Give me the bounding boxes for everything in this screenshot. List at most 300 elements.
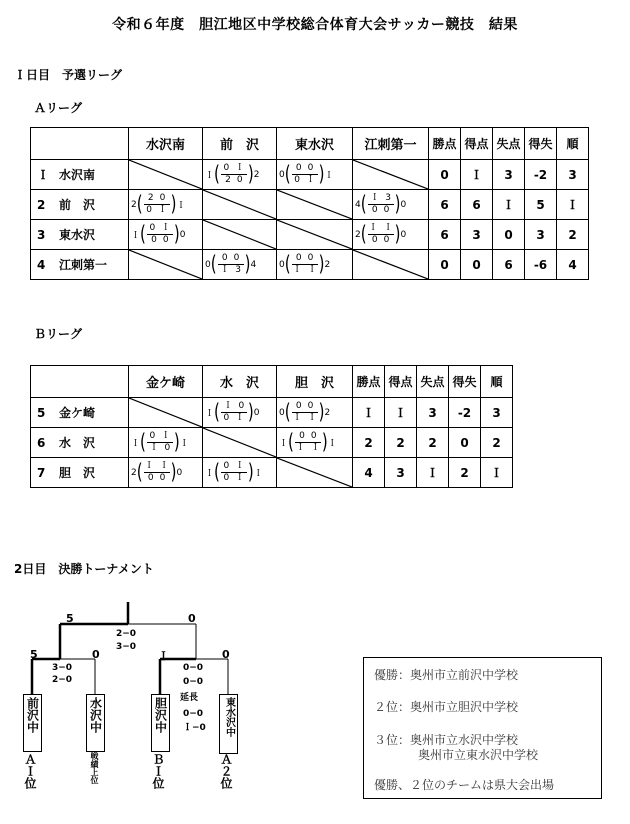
team-box-maesawa bbox=[23, 694, 42, 752]
paren-open: ( bbox=[214, 399, 220, 425]
diag-line bbox=[129, 398, 202, 427]
second-half-left: 2 bbox=[225, 175, 231, 185]
final-score-left: 5 bbox=[66, 612, 74, 625]
stat-cell: 0 bbox=[429, 250, 461, 280]
league-b-heading: Ｂリーグ bbox=[34, 327, 83, 341]
first-half-right: Ｉ bbox=[161, 223, 171, 233]
self-match-cell bbox=[277, 220, 353, 250]
second-half-left: 0 bbox=[371, 205, 378, 215]
team-name-cell bbox=[31, 458, 129, 488]
diag-line bbox=[277, 220, 352, 249]
result-third-1: ３位：奥州市立水沢中学校 bbox=[374, 733, 519, 747]
result-cell bbox=[277, 428, 353, 458]
paren-close: ) bbox=[247, 161, 254, 187]
column-header: 東水沢 bbox=[277, 128, 353, 160]
score-total-left: 4 bbox=[355, 199, 361, 210]
column-header: 順 bbox=[557, 128, 589, 160]
stat-cell: Ｉ bbox=[557, 190, 589, 220]
stat-cell: 3 bbox=[481, 398, 513, 428]
first-half-right: Ｉ bbox=[235, 163, 245, 173]
column-header: 勝点 bbox=[353, 366, 385, 398]
self-match-cell bbox=[129, 398, 203, 428]
day2-heading: 2日目 決勝トーナメント bbox=[14, 562, 154, 576]
first-half-right: 0 bbox=[307, 401, 314, 411]
score-total-left: Ｉ bbox=[205, 409, 215, 419]
first-half-right: Ｉ bbox=[235, 461, 245, 471]
half-scores bbox=[221, 462, 247, 483]
paren-open: ( bbox=[140, 221, 146, 247]
final-results-box bbox=[363, 657, 602, 799]
score-total-left: Ｉ bbox=[205, 171, 215, 181]
result-cell bbox=[277, 398, 353, 428]
score-total-right: 2 bbox=[324, 259, 331, 270]
second-half-left: 0 bbox=[223, 473, 230, 483]
second-half-left: 0 bbox=[294, 175, 300, 185]
paren-close: ) bbox=[244, 251, 251, 277]
self-match-cell bbox=[277, 458, 352, 487]
match-score bbox=[203, 399, 276, 425]
self-match-cell bbox=[129, 160, 202, 189]
match-score bbox=[277, 251, 352, 277]
team-row bbox=[31, 458, 513, 488]
league-a-table-wrap bbox=[30, 127, 589, 280]
no-match-cell bbox=[129, 250, 202, 279]
team-box-isawa bbox=[151, 694, 170, 752]
result-second: ２位：奥州市立胆沢中学校 bbox=[374, 700, 519, 714]
second-half-right: 0 bbox=[236, 175, 243, 185]
self-match-cell bbox=[203, 428, 276, 457]
stat-cell: 0 bbox=[461, 250, 493, 280]
result-cell bbox=[129, 428, 203, 458]
column-header: 得点 bbox=[461, 128, 493, 160]
day1-heading: Ｉ日目 予選リーグ bbox=[14, 68, 123, 82]
result-cell bbox=[203, 160, 277, 190]
stat-cell: 3 bbox=[493, 160, 525, 190]
stat-cell: 2 bbox=[385, 428, 417, 458]
self-match-cell bbox=[277, 220, 352, 249]
team-number: 3 bbox=[37, 228, 46, 242]
self-match-cell bbox=[203, 428, 277, 458]
stat-cell: 0 bbox=[429, 160, 461, 190]
paren-open: ( bbox=[284, 399, 291, 425]
column-header: 江刺第一 bbox=[353, 128, 429, 160]
match-score bbox=[129, 221, 202, 247]
score-total-right: 0 bbox=[176, 467, 183, 478]
second-half-right: Ｉ bbox=[305, 175, 315, 185]
score-total-right: 2 bbox=[253, 169, 260, 180]
half-scores bbox=[295, 432, 321, 453]
second-half-left: 0 bbox=[223, 413, 230, 423]
half-scores bbox=[292, 164, 318, 185]
paren-close: ) bbox=[394, 221, 401, 247]
first-half-right: Ｉ bbox=[159, 461, 169, 471]
first-half-left: Ｉ bbox=[144, 461, 154, 471]
team-number: 5 bbox=[37, 406, 46, 420]
team-name-cell bbox=[31, 190, 129, 220]
score-total-left: 0 bbox=[279, 259, 285, 270]
result-cell bbox=[129, 458, 203, 488]
column-header: 前 沢 bbox=[203, 128, 277, 160]
column-header: 勝点 bbox=[429, 128, 461, 160]
result-cell bbox=[129, 220, 203, 250]
score-total-left: 0 bbox=[205, 259, 211, 270]
paren-open: ( bbox=[360, 221, 367, 247]
paren-close: ) bbox=[318, 161, 325, 187]
paren-open: ( bbox=[288, 429, 294, 455]
team-name: 水 沢 bbox=[59, 436, 96, 450]
team-seed-maesawa: ＡＩ位 bbox=[23, 753, 37, 789]
match-score bbox=[353, 191, 428, 217]
semi2-detail-4: Ｉ−0 bbox=[183, 723, 206, 733]
team-name-cell bbox=[31, 220, 129, 250]
self-match-cell bbox=[129, 398, 202, 427]
diag-line bbox=[129, 250, 202, 279]
second-half-right: 0 bbox=[383, 235, 390, 245]
paren-open: ( bbox=[140, 429, 146, 455]
semi2-detail-et: 延長 bbox=[180, 693, 199, 703]
team-name-higashimizusawa: 東水沢中 bbox=[223, 697, 235, 737]
crossed-cell bbox=[353, 160, 429, 190]
first-half-right: 0 bbox=[310, 431, 317, 441]
half-scores bbox=[147, 224, 173, 245]
column-header: 得点 bbox=[385, 366, 417, 398]
header-row bbox=[31, 366, 513, 398]
match-score bbox=[203, 251, 276, 277]
score-total-left: Ｉ bbox=[205, 469, 215, 479]
semi1-score-left: 5 bbox=[30, 648, 38, 661]
second-half-right: 0 bbox=[383, 205, 390, 215]
match-score bbox=[203, 459, 276, 485]
second-half-right: Ｉ bbox=[307, 413, 317, 423]
diag-line bbox=[353, 250, 428, 279]
score-total-right: Ｉ bbox=[179, 439, 189, 449]
column-header: 胆 沢 bbox=[277, 366, 353, 398]
paren-open: ( bbox=[214, 459, 220, 485]
diag-line bbox=[277, 458, 352, 487]
stat-cell: -6 bbox=[525, 250, 557, 280]
stat-cell: 3 bbox=[557, 160, 589, 190]
stat-cell: 0 bbox=[493, 220, 525, 250]
paren-close: ) bbox=[321, 429, 328, 455]
half-scores bbox=[221, 164, 247, 185]
team-seed-higashimizusawa: Ａ２位 bbox=[219, 753, 233, 789]
self-match-cell bbox=[277, 458, 353, 488]
paren-open: ( bbox=[214, 161, 220, 187]
team-number: 6 bbox=[37, 436, 46, 450]
paren-close: ) bbox=[170, 191, 177, 217]
semi2-detail-2: 0−0 bbox=[183, 677, 204, 687]
match-score bbox=[129, 429, 202, 455]
team-name-maesawa: 前沢中 bbox=[25, 697, 40, 733]
stat-cell: 3 bbox=[525, 220, 557, 250]
first-half-left: 0 bbox=[295, 163, 302, 173]
paren-close: ) bbox=[247, 459, 254, 485]
column-header: 失点 bbox=[493, 128, 525, 160]
second-half-left: Ｉ bbox=[149, 443, 159, 453]
first-half-left: 0 bbox=[295, 253, 302, 263]
column-header: 金ケ崎 bbox=[129, 366, 203, 398]
paren-close: ) bbox=[170, 459, 177, 485]
match-score bbox=[129, 459, 202, 485]
score-total-right: 0 bbox=[400, 199, 407, 210]
second-half-left: Ｉ bbox=[292, 265, 302, 275]
first-half-right: 0 bbox=[233, 253, 240, 263]
team-number: 4 bbox=[37, 258, 46, 272]
paren-open: ( bbox=[210, 251, 217, 277]
team-name: 東水沢 bbox=[59, 228, 96, 242]
stat-cell: 2 bbox=[417, 428, 449, 458]
stat-cell: 3 bbox=[461, 220, 493, 250]
first-half-left: 0 bbox=[221, 253, 228, 263]
team-row bbox=[31, 250, 589, 280]
stat-cell: 3 bbox=[417, 398, 449, 428]
score-total-right: Ｉ bbox=[327, 439, 337, 449]
result-cell bbox=[277, 160, 353, 190]
stat-cell: Ｉ bbox=[461, 160, 493, 190]
result-note: 優勝、２位のチームは県大会出場 bbox=[374, 778, 555, 792]
team-name: 前 沢 bbox=[59, 198, 96, 212]
score-total-left: 0 bbox=[279, 407, 285, 418]
result-cell bbox=[353, 190, 429, 220]
second-half-right: Ｉ bbox=[235, 413, 245, 423]
second-half-right: Ｉ bbox=[307, 265, 317, 275]
score-total-right: 4 bbox=[250, 259, 257, 270]
first-half-left: 0 bbox=[149, 431, 156, 441]
final-detail-2: 3−0 bbox=[116, 642, 137, 652]
stat-cell: 4 bbox=[353, 458, 385, 488]
first-half-left: Ｉ bbox=[368, 223, 378, 233]
semi2-detail-3: 0−0 bbox=[183, 709, 204, 719]
first-half-left: Ｉ bbox=[223, 401, 233, 411]
stat-cell: 0 bbox=[449, 428, 481, 458]
diag-line bbox=[353, 160, 428, 189]
half-scores bbox=[292, 254, 318, 275]
half-scores bbox=[144, 194, 170, 215]
paren-open: ( bbox=[360, 191, 367, 217]
stat-cell: Ｉ bbox=[493, 190, 525, 220]
self-match-cell bbox=[203, 190, 276, 219]
half-scores bbox=[218, 254, 244, 275]
diag-line bbox=[203, 220, 276, 249]
score-total-left: Ｉ bbox=[131, 231, 141, 241]
team-seed-mizusawa: 戦績上位 bbox=[90, 752, 99, 784]
team-row bbox=[31, 220, 589, 250]
second-half-right: 3 bbox=[235, 265, 241, 275]
result-cell bbox=[203, 458, 277, 488]
team-row bbox=[31, 160, 589, 190]
match-score bbox=[277, 161, 352, 187]
stat-cell: Ｉ bbox=[353, 398, 385, 428]
score-total-right: Ｉ bbox=[176, 201, 186, 211]
match-score bbox=[277, 399, 352, 425]
first-half-left: 0 bbox=[223, 163, 230, 173]
stat-cell: 2 bbox=[557, 220, 589, 250]
second-half-right: Ｉ bbox=[310, 443, 320, 453]
paren-close: ) bbox=[394, 191, 401, 217]
paren-close: ) bbox=[247, 399, 254, 425]
semi2-score-right: 0 bbox=[222, 648, 230, 661]
stat-cell: Ｉ bbox=[385, 398, 417, 428]
team-number: 2 bbox=[37, 198, 46, 212]
team-seed-isawa: ＢＩ位 bbox=[151, 753, 165, 789]
diag-line bbox=[277, 190, 352, 219]
column-header: 水 沢 bbox=[203, 366, 277, 398]
semi1-detail-1: 3−0 bbox=[52, 663, 73, 673]
second-half-left: Ｉ bbox=[220, 265, 230, 275]
half-scores bbox=[147, 432, 173, 453]
match-score bbox=[277, 429, 352, 455]
second-half-left: 0 bbox=[147, 473, 154, 483]
self-match-cell bbox=[203, 190, 277, 220]
team-name: 江刺第一 bbox=[59, 258, 108, 272]
match-score bbox=[203, 161, 276, 187]
paren-close: ) bbox=[173, 221, 180, 247]
first-half-left: 0 bbox=[223, 461, 230, 471]
half-scores bbox=[368, 194, 394, 215]
stat-cell: Ｉ bbox=[417, 458, 449, 488]
final-detail-1: 2−0 bbox=[116, 629, 137, 639]
score-total-right: Ｉ bbox=[253, 469, 263, 479]
result-cell bbox=[203, 398, 277, 428]
semi2-score-left: Ｉ bbox=[158, 650, 169, 663]
first-half-right: 0 bbox=[307, 163, 314, 173]
stat-cell: -2 bbox=[449, 398, 481, 428]
paren-close: ) bbox=[318, 251, 325, 277]
stat-cell: 6 bbox=[493, 250, 525, 280]
column-header: 得失 bbox=[525, 128, 557, 160]
semi1-detail-2: 2−0 bbox=[52, 675, 73, 685]
first-half-left: 0 bbox=[299, 431, 305, 441]
first-half-right: 0 bbox=[238, 401, 245, 411]
team-name: 金ケ崎 bbox=[59, 406, 96, 420]
league-b-table bbox=[30, 365, 513, 488]
team-row bbox=[31, 398, 513, 428]
self-match-cell bbox=[129, 160, 203, 190]
header-blank bbox=[31, 128, 129, 160]
match-score bbox=[129, 191, 202, 217]
first-half-right: Ｉ bbox=[383, 223, 393, 233]
column-header: 水沢南 bbox=[129, 128, 203, 160]
half-scores bbox=[144, 462, 170, 483]
score-total-left: 2 bbox=[131, 467, 137, 478]
score-total-right: 2 bbox=[324, 407, 331, 418]
second-half-left: 0 bbox=[146, 205, 152, 215]
score-total-right: 0 bbox=[179, 229, 186, 240]
final-score-right: 0 bbox=[188, 612, 196, 625]
first-half-right: 0 bbox=[307, 253, 314, 263]
first-half-left: 2 bbox=[147, 193, 154, 203]
half-scores bbox=[292, 402, 318, 423]
result-cell bbox=[353, 220, 429, 250]
stat-cell: 5 bbox=[525, 190, 557, 220]
team-box-higashimizusawa bbox=[219, 694, 238, 754]
no-match-cell bbox=[203, 220, 276, 249]
team-name-cell bbox=[31, 398, 129, 428]
first-half-left: 0 bbox=[295, 401, 302, 411]
result-cell bbox=[203, 250, 277, 280]
stat-cell: 4 bbox=[557, 250, 589, 280]
team-row bbox=[31, 428, 513, 458]
team-row bbox=[31, 190, 589, 220]
semi2-detail-1: 0−0 bbox=[183, 663, 204, 673]
self-match-cell bbox=[353, 250, 428, 279]
team-name-cell bbox=[31, 428, 129, 458]
crossed-cell bbox=[277, 190, 353, 220]
team-number: 7 bbox=[37, 466, 46, 480]
stat-cell: 6 bbox=[429, 220, 461, 250]
score-total-right: 0 bbox=[253, 407, 260, 418]
result-winner: 優勝：奥州市立前沢中学校 bbox=[374, 668, 519, 682]
team-name-isawa: 胆沢中 bbox=[153, 697, 168, 733]
half-scores bbox=[368, 224, 394, 245]
second-half-left: 0 bbox=[371, 235, 378, 245]
self-match-cell bbox=[353, 250, 429, 280]
team-name: 水沢南 bbox=[59, 168, 96, 182]
first-half-right: 0 bbox=[159, 193, 166, 203]
team-number: Ｉ bbox=[37, 168, 50, 182]
score-total-right: Ｉ bbox=[324, 171, 334, 181]
paren-close: ) bbox=[173, 429, 180, 455]
stat-cell: 2 bbox=[353, 428, 385, 458]
score-total-right: 0 bbox=[400, 229, 407, 240]
diag-line bbox=[203, 428, 276, 457]
second-half-left: Ｉ bbox=[295, 443, 305, 453]
team-name: 胆 沢 bbox=[59, 466, 96, 480]
page-title: 令和６年度 胆江地区中学校総合体育大会サッカー競技 結果 bbox=[112, 17, 518, 33]
crossed-cell bbox=[129, 250, 203, 280]
stat-cell: 2 bbox=[481, 428, 513, 458]
first-half-left: Ｉ bbox=[370, 193, 380, 203]
team-name-cell bbox=[31, 160, 129, 190]
result-third-2: 奥州市立東水沢中学校 bbox=[418, 748, 539, 762]
stat-cell: 6 bbox=[429, 190, 461, 220]
league-a-heading: Ａリーグ bbox=[34, 101, 83, 115]
column-header: 失点 bbox=[417, 366, 449, 398]
team-name-cell bbox=[31, 250, 129, 280]
diag-line bbox=[129, 160, 202, 189]
second-half-right: 0 bbox=[162, 235, 169, 245]
first-half-right: 3 bbox=[385, 193, 391, 203]
no-match-cell bbox=[277, 190, 352, 219]
crossed-cell bbox=[203, 220, 277, 250]
header-row bbox=[31, 128, 589, 160]
paren-open: ( bbox=[136, 191, 143, 217]
paren-open: ( bbox=[284, 161, 291, 187]
stat-cell: -2 bbox=[525, 160, 557, 190]
score-total-left: 2 bbox=[131, 199, 137, 210]
second-half-left: Ｉ bbox=[292, 413, 302, 423]
no-match-cell bbox=[353, 160, 428, 189]
result-cell bbox=[129, 190, 203, 220]
second-half-right: 0 bbox=[164, 443, 171, 453]
header-blank bbox=[31, 366, 129, 398]
second-half-right: Ｉ bbox=[157, 205, 167, 215]
stat-cell: Ｉ bbox=[481, 458, 513, 488]
first-half-right: Ｉ bbox=[161, 431, 171, 441]
second-half-right: Ｉ bbox=[235, 473, 245, 483]
score-total-left: 2 bbox=[355, 229, 361, 240]
match-score bbox=[353, 221, 428, 247]
team-name-mizusawa: 水沢中 bbox=[88, 697, 103, 733]
column-header: 得失 bbox=[449, 366, 481, 398]
stat-cell: 2 bbox=[449, 458, 481, 488]
second-half-left: 0 bbox=[151, 235, 157, 245]
league-b-table-wrap bbox=[30, 365, 513, 488]
stat-cell: 6 bbox=[461, 190, 493, 220]
paren-close: ) bbox=[318, 399, 325, 425]
league-a-table bbox=[30, 127, 589, 280]
paren-open: ( bbox=[284, 251, 291, 277]
